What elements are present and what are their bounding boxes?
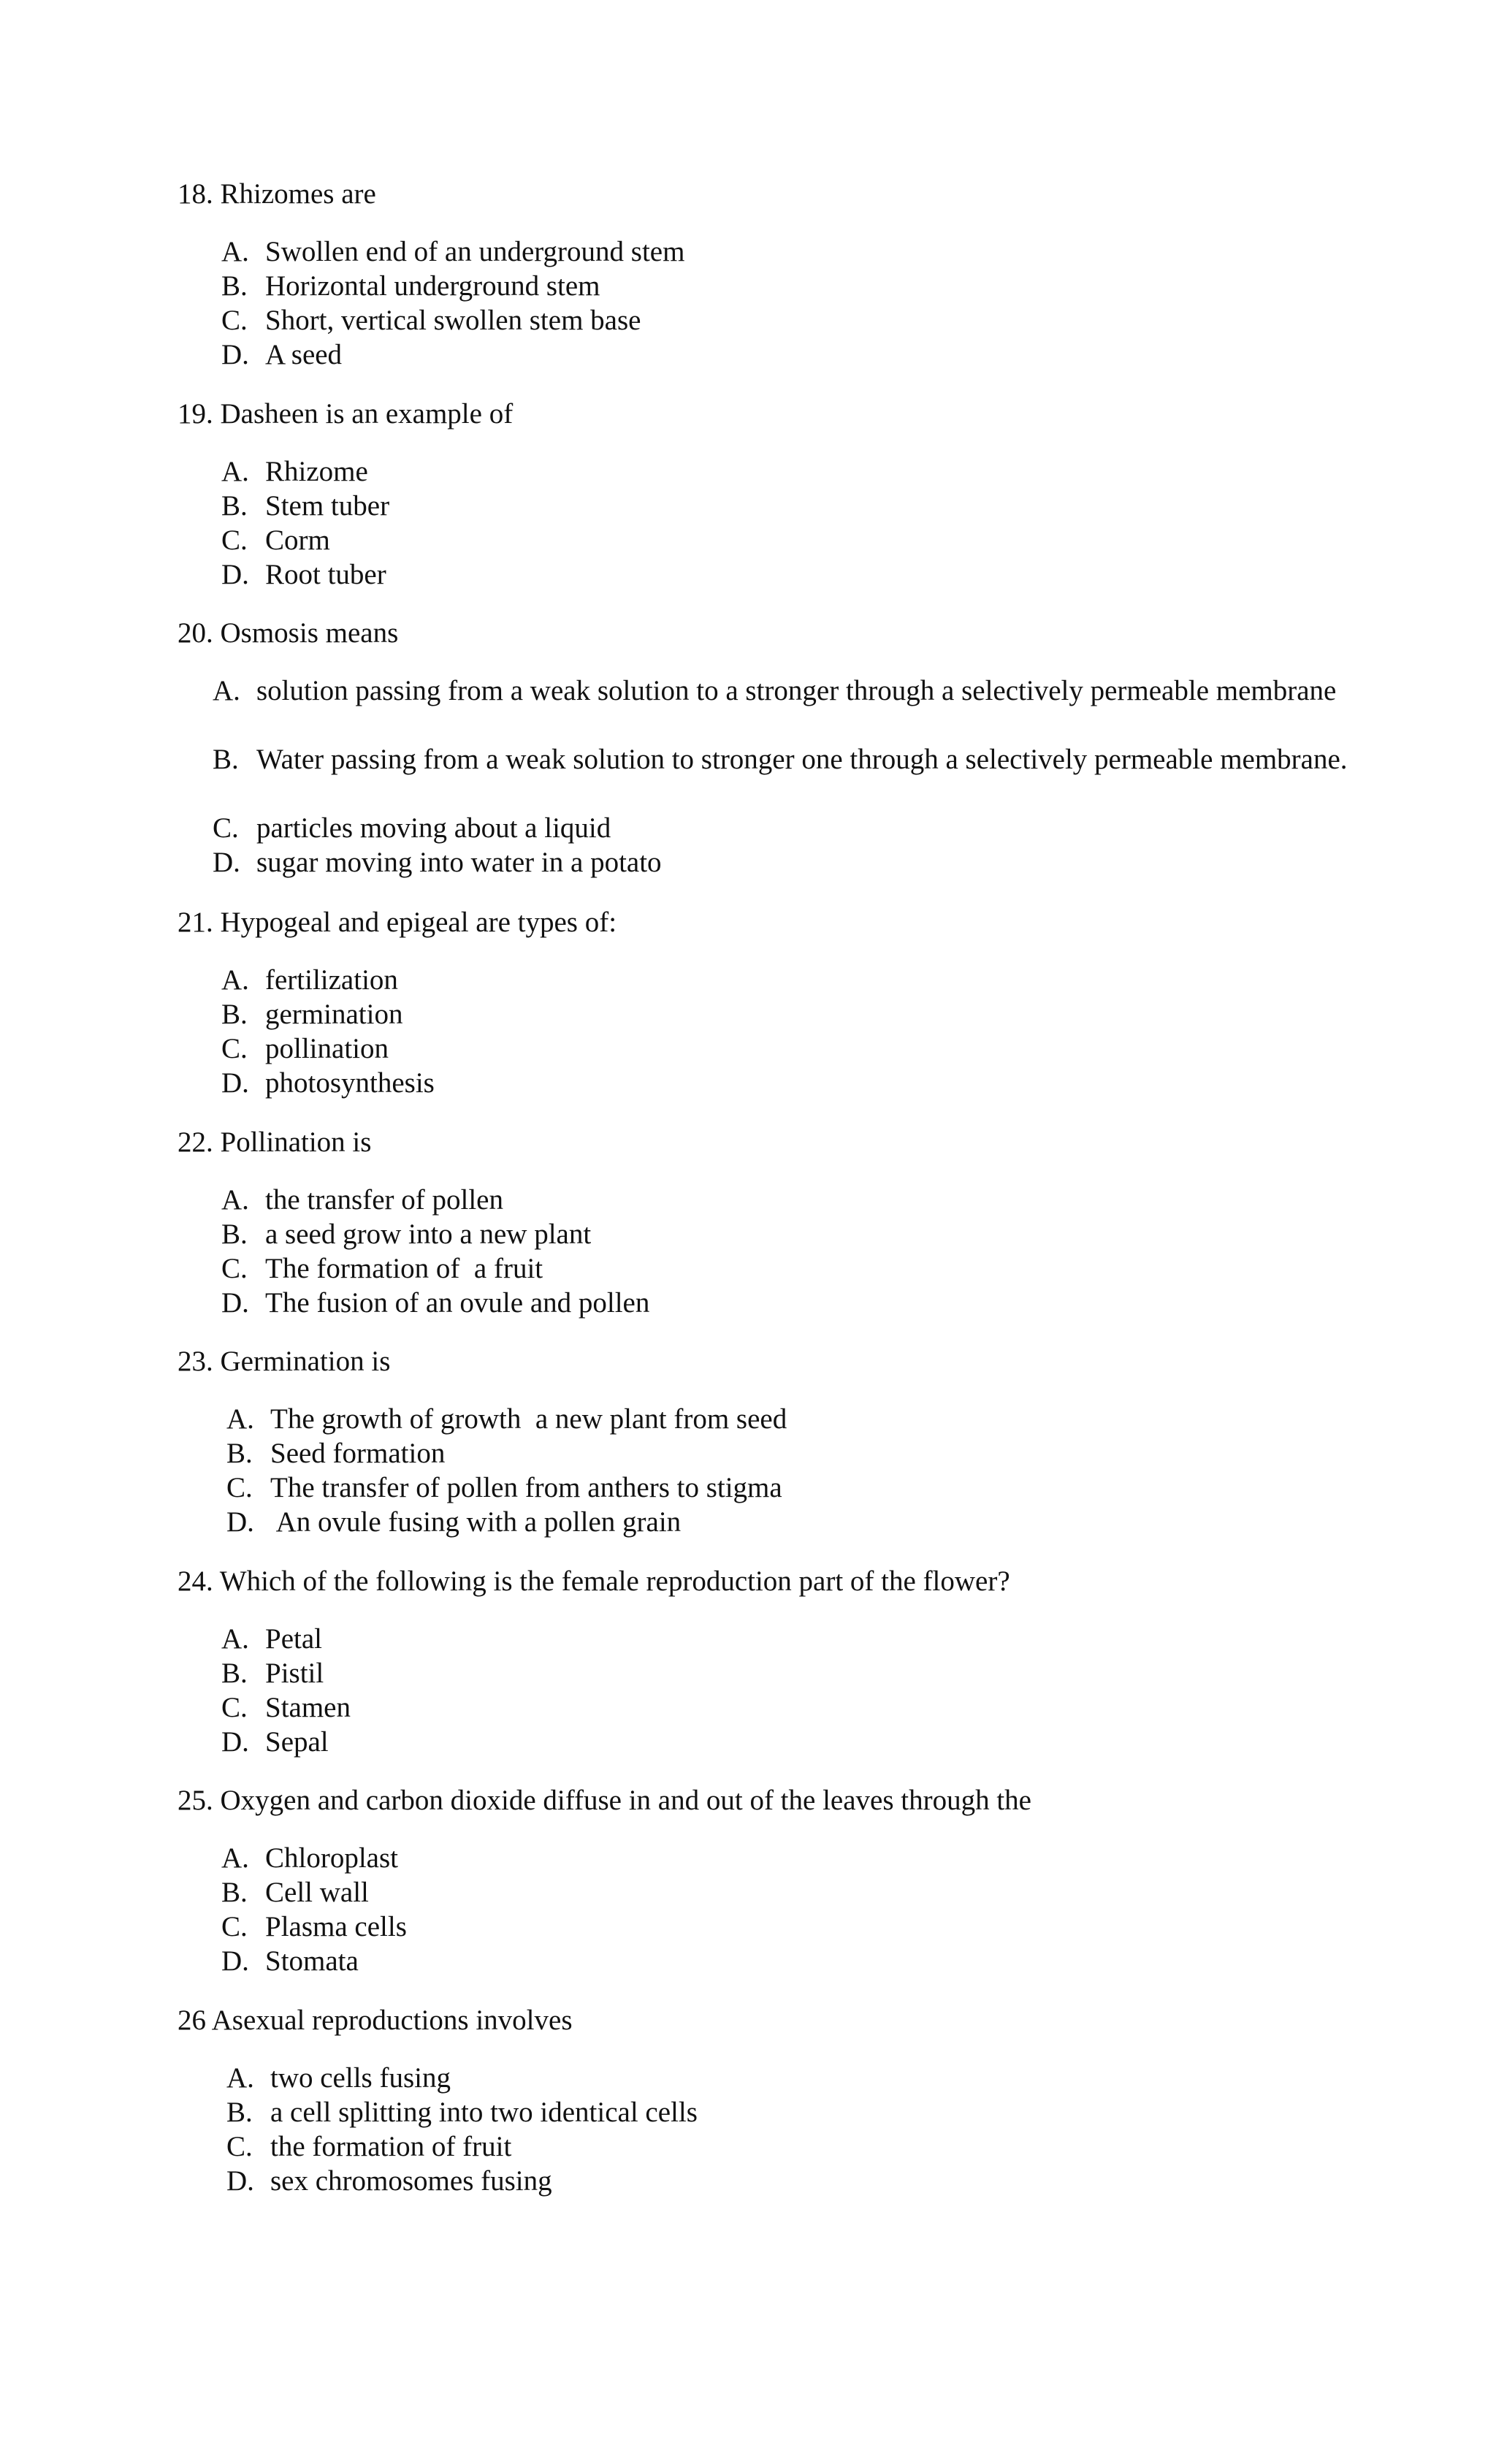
option-text: Pistil xyxy=(265,1658,324,1689)
option-text: The fusion of an ovule and pollen xyxy=(265,1287,650,1319)
option-text: An ovule fusing with a pollen grain xyxy=(270,1506,682,1538)
option-text: Swollen end of an underground stem xyxy=(265,236,685,267)
question-21-stem: 21. Hypogeal and epigeal are types of: xyxy=(178,907,617,938)
option-letter: B. xyxy=(221,490,248,522)
option-text: Horizontal underground stem xyxy=(265,270,600,302)
question-19-stem: 19. Dasheen is an example of xyxy=(178,398,514,430)
option-text: photosynthesis xyxy=(265,1067,435,1099)
option-letter: A. xyxy=(221,1623,249,1655)
option-text: Chloroplast xyxy=(265,1842,398,1874)
option-letter: D. xyxy=(213,847,240,878)
option-text: A seed xyxy=(265,339,343,370)
option-letter: D. xyxy=(221,1287,249,1319)
option-text: two cells fusing xyxy=(270,2062,451,2094)
option-text: particles moving about a liquid xyxy=(256,812,611,844)
option-text: Water passing from a weak solution to stronger one through a selectively permeable membrane. xyxy=(256,744,1348,775)
option-letter: B. xyxy=(221,270,248,302)
option-text: The transfer of pollen from anthers to stigma xyxy=(270,1472,782,1503)
option-letter: A. xyxy=(226,2062,254,2094)
option-text: Stem tuber xyxy=(265,490,390,522)
option-text: Root tuber xyxy=(265,559,386,590)
option-letter: B. xyxy=(221,999,248,1030)
option-text: The growth of growth a new plant from seed xyxy=(270,1403,787,1435)
option-letter: C. xyxy=(221,1692,248,1723)
option-letter: C. xyxy=(221,1911,248,1942)
option-text: Short, vertical swollen stem base xyxy=(265,305,641,336)
option-letter: B. xyxy=(226,1438,253,1469)
option-letter: B. xyxy=(226,2097,253,2128)
option-letter: A. xyxy=(221,1842,249,1874)
question-22-stem: 22. Pollination is xyxy=(178,1126,372,1158)
option-letter: D. xyxy=(226,2165,254,2197)
option-letter: A. xyxy=(221,1184,249,1216)
option-text: the transfer of pollen xyxy=(265,1184,503,1216)
option-text: fertilization xyxy=(265,964,398,996)
option-letter: D. xyxy=(221,1067,249,1099)
option-letter: A. xyxy=(213,675,240,706)
option-letter: A. xyxy=(221,456,249,487)
option-letter: A. xyxy=(221,964,249,996)
option-letter: D. xyxy=(226,1506,254,1538)
option-text: Corm xyxy=(265,525,330,556)
option-text: Stamen xyxy=(265,1692,351,1723)
option-text: a cell splitting into two identical cells xyxy=(270,2097,698,2128)
option-text: the formation of fruit xyxy=(270,2131,512,2162)
question-25-stem: 25. Oxygen and carbon dioxide diffuse in and out of the leaves through the xyxy=(178,1785,1031,1816)
option-text: germination xyxy=(265,999,403,1030)
option-text: pollination xyxy=(265,1033,389,1064)
option-letter: C. xyxy=(221,525,248,556)
option-letter: B. xyxy=(221,1877,248,1908)
question-18-stem: 18. Rhizomes are xyxy=(178,178,376,210)
option-text: Seed formation xyxy=(270,1438,446,1469)
option-letter: D. xyxy=(221,339,249,370)
option-letter: C. xyxy=(213,812,239,844)
option-text: sex chromosomes fusing xyxy=(270,2165,552,2197)
question-24-stem: 24. Which of the following is the female reproduction part of the flower? xyxy=(178,1565,1010,1597)
option-letter: C. xyxy=(221,1253,248,1284)
option-text: a seed grow into a new plant xyxy=(265,1218,592,1250)
option-text: Stomata xyxy=(265,1945,359,1977)
option-letter: B. xyxy=(221,1658,248,1689)
option-text: Petal xyxy=(265,1623,322,1655)
option-letter: A. xyxy=(226,1403,254,1435)
question-23-stem: 23. Germination is xyxy=(178,1346,391,1377)
option-letter: A. xyxy=(221,236,249,267)
option-text: Rhizome xyxy=(265,456,368,487)
option-letter: B. xyxy=(221,1218,248,1250)
question-26-stem: 26 Asexual reproductions involves xyxy=(178,2005,573,2036)
option-text: The formation of a fruit xyxy=(265,1253,543,1284)
option-text: Sepal xyxy=(265,1726,329,1758)
option-letter: C. xyxy=(221,1033,248,1064)
option-text: sugar moving into water in a potato xyxy=(256,847,662,878)
option-text: Cell wall xyxy=(265,1877,369,1908)
option-letter: D. xyxy=(221,1726,249,1758)
option-letter: D. xyxy=(221,1945,249,1977)
question-20-stem: 20. Osmosis means xyxy=(178,617,399,649)
option-text: Plasma cells xyxy=(265,1911,407,1942)
option-letter: C. xyxy=(226,1472,253,1503)
option-letter: C. xyxy=(226,2131,253,2162)
option-letter: C. xyxy=(221,305,248,336)
option-text: solution passing from a weak solution to a stronger through a selectively permeable membrane xyxy=(256,675,1337,706)
option-letter: D. xyxy=(221,559,249,590)
option-letter: B. xyxy=(213,744,239,775)
